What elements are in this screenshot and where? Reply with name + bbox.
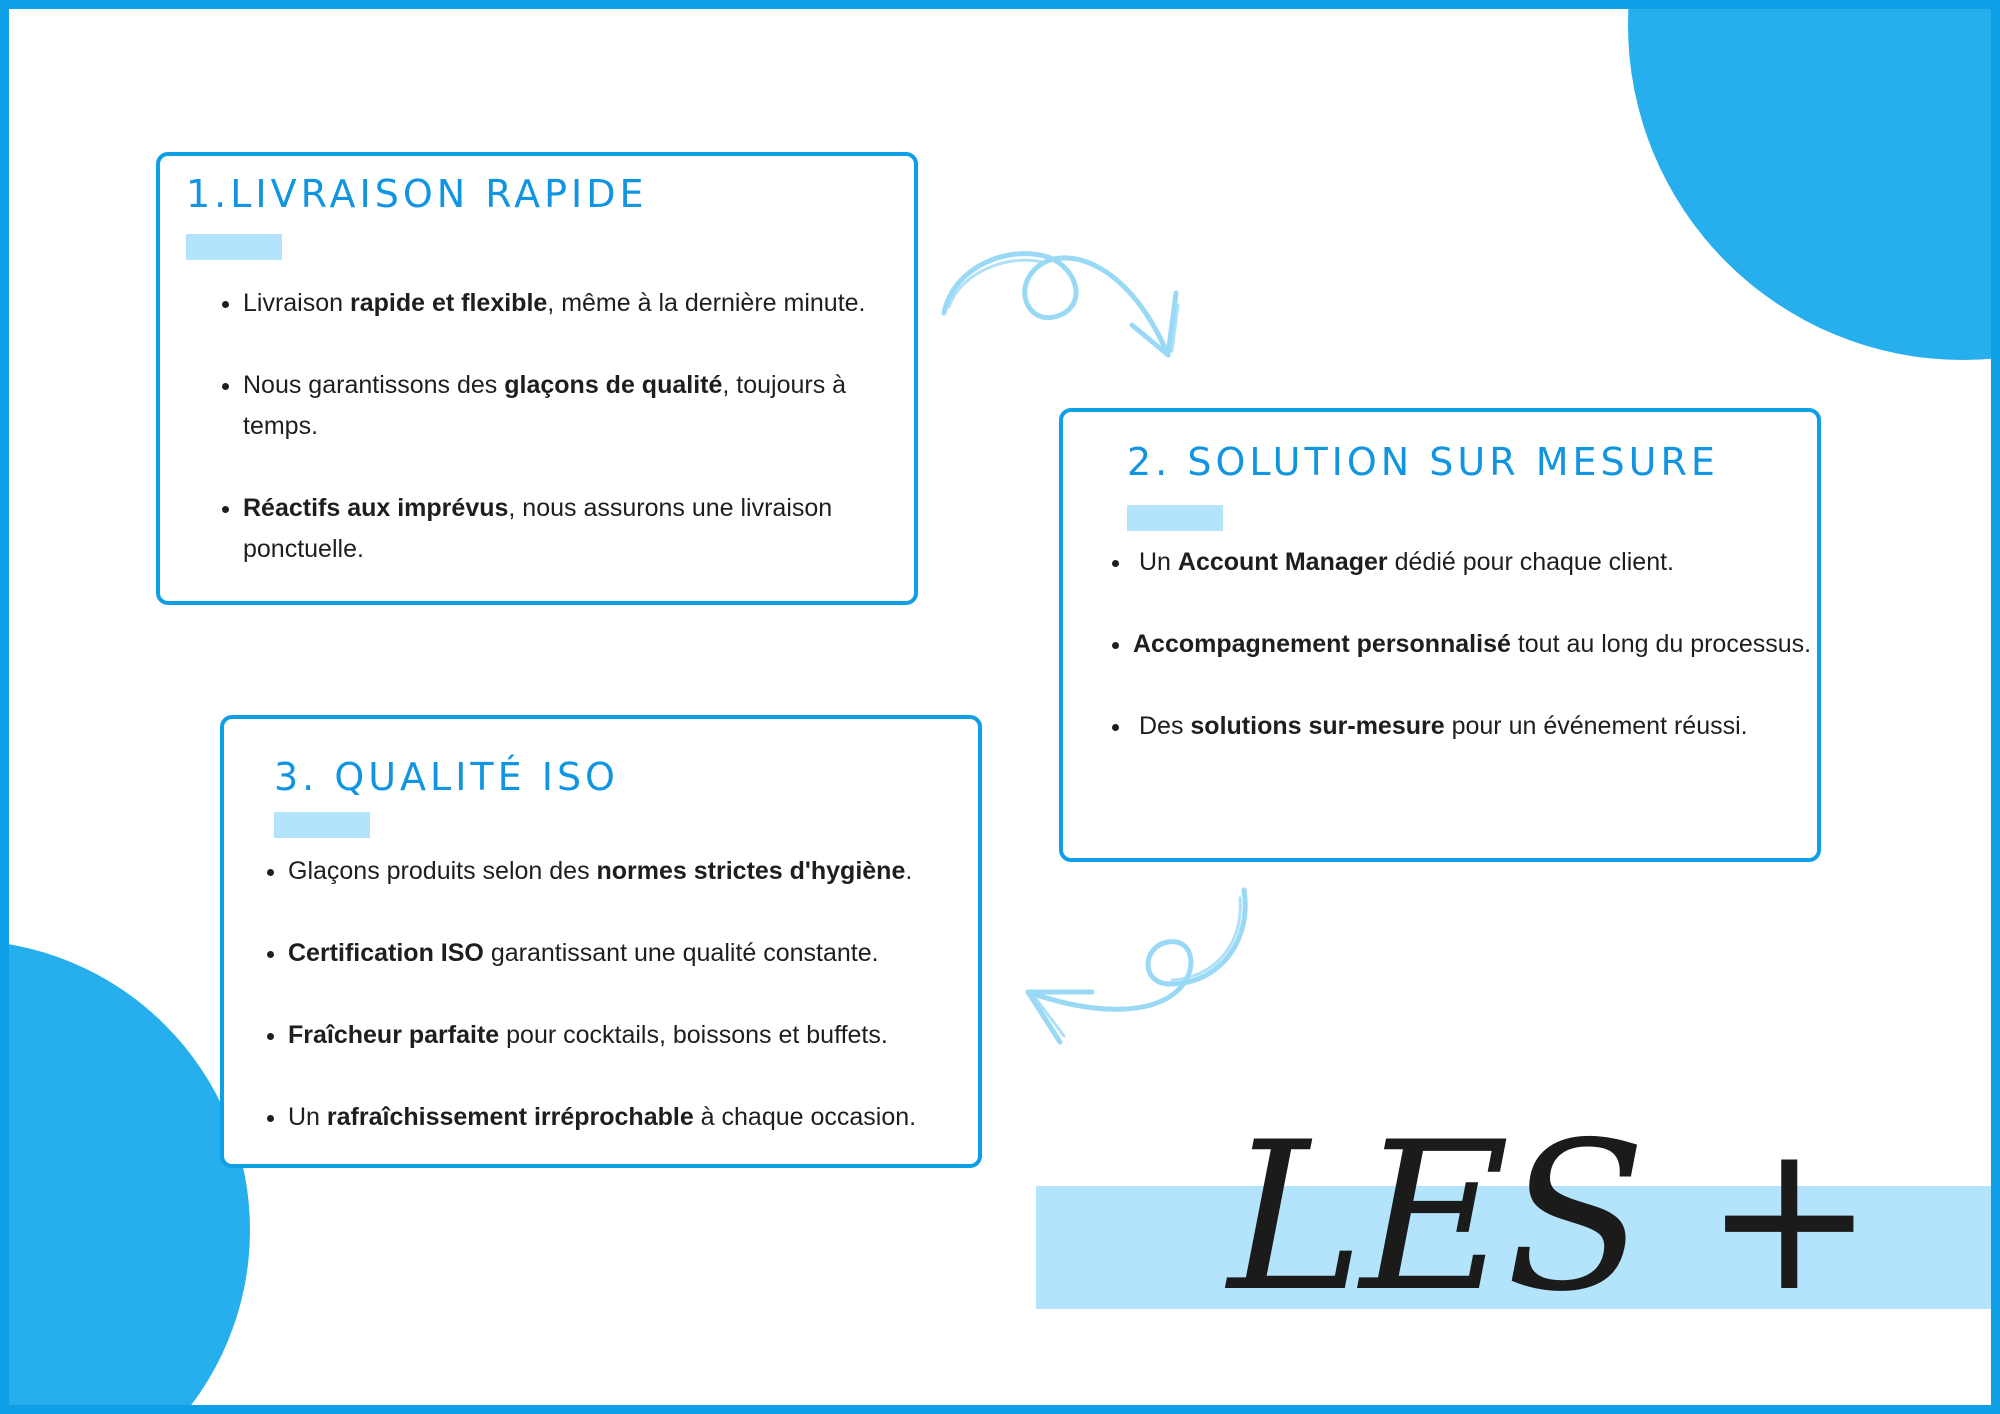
emphasis-text: rapide et flexible [350, 289, 548, 317]
list-item-text [1133, 630, 1811, 658]
card-qualite-iso [220, 715, 982, 1168]
body-text: garantissant une qualité constante. [483, 939, 879, 967]
headline: LES + [1228, 1099, 1872, 1337]
emphasis-text: Certification ISO [288, 939, 484, 967]
feature-list [258, 851, 988, 1138]
card-title: 1.LIVRAISON RAPIDE [186, 172, 648, 216]
emphasis-text: Account Manager [1177, 548, 1388, 576]
list-item [1133, 624, 1823, 665]
body-text: , toujours à temps. [243, 371, 847, 440]
body-text: pour un événement réussi. [1444, 712, 1748, 740]
body-text: Livraison [243, 289, 350, 317]
body-text: à chaque occasion. [693, 1103, 917, 1131]
title-accent-bar [186, 234, 282, 260]
list-item-text [288, 1021, 888, 1049]
body-text: Glaçons produits selon des [288, 857, 597, 885]
list-item-text [1133, 548, 1674, 576]
curly-arrow-right-icon [930, 225, 1200, 385]
list-item-text [243, 289, 866, 317]
list-item [288, 851, 988, 892]
emphasis-text: Fraîcheur parfaite [288, 1021, 500, 1049]
list-item [288, 1015, 988, 1056]
list-item [243, 488, 903, 570]
list-item [288, 1097, 988, 1138]
emphasis-text: rafraîchissement irréprochable [326, 1103, 694, 1131]
list-item-text [1133, 712, 1748, 740]
title-accent-bar [1127, 505, 1223, 531]
body-text: tout au long du processus. [1510, 630, 1812, 658]
list-item-text [243, 371, 846, 440]
curly-arrow-left-icon [1000, 880, 1270, 1060]
body-text: . [905, 857, 913, 885]
body-text: Des [1139, 712, 1191, 740]
card-title: 2. SOLUTION SUR MESURE [1127, 440, 1719, 484]
list-item-text [288, 857, 912, 885]
body-text: Un [288, 1103, 327, 1131]
card-title: 3. QUALITÉ ISO [274, 755, 619, 799]
emphasis-text: solutions sur-mesure [1190, 712, 1445, 740]
body-text: Un [1139, 548, 1178, 576]
list-item [1133, 706, 1823, 747]
title-accent-bar [274, 812, 370, 838]
emphasis-text: Réactifs aux imprévus [243, 494, 509, 522]
emphasis-text: Accompagnement personnalisé [1133, 630, 1511, 658]
list-item [288, 933, 988, 974]
body-text: pour cocktails, boissons et buffets. [499, 1021, 888, 1049]
emphasis-text: normes strictes d'hygiène [596, 857, 906, 885]
list-item-text [243, 494, 832, 563]
decorative-circle-top-right [1628, 0, 2000, 360]
list-item-text [288, 1103, 916, 1131]
emphasis-text: glaçons de qualité [504, 371, 723, 399]
feature-list [213, 283, 903, 570]
feature-list [1103, 542, 1823, 747]
body-text: , même à la dernière minute. [547, 289, 866, 317]
list-item [1133, 542, 1823, 583]
decorative-circle-bottom-left [0, 940, 250, 1414]
body-text: , nous assurons une livraison ponctuelle. [243, 494, 833, 563]
list-item [243, 283, 903, 324]
body-text: Nous garantissons des [243, 371, 505, 399]
body-text: dédié pour chaque client. [1387, 548, 1674, 576]
list-item [243, 365, 903, 447]
list-item-text [288, 939, 879, 967]
card-livraison-rapide [156, 152, 918, 605]
card-solution-sur-mesure [1059, 408, 1821, 862]
